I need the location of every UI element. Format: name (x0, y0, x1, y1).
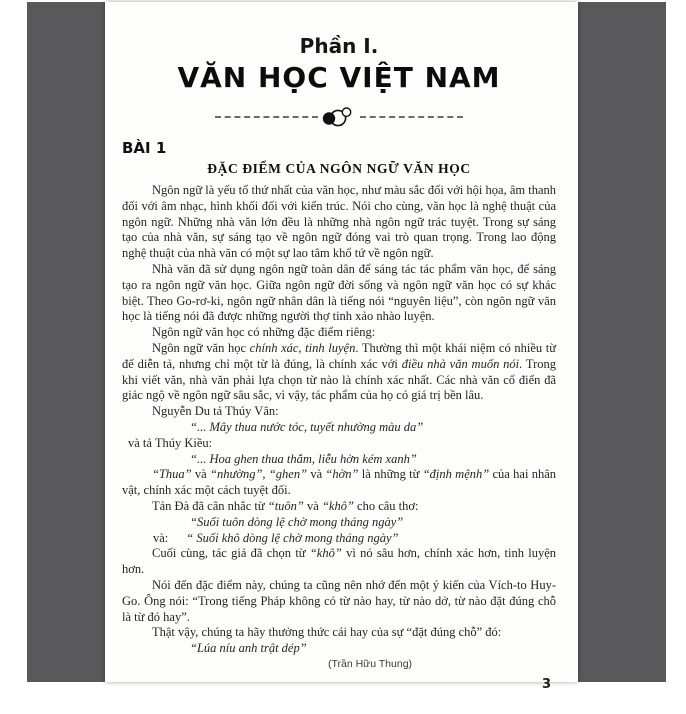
scan-background (27, 2, 666, 692)
paragraph-tan-da: Tản Đà đã cân nhắc từ “tuôn” và “khô” cho câu thơ: (152, 498, 419, 513)
divider-dash-right (360, 116, 463, 118)
poem-line-thuy-kieu: “... Hoa ghen thua thắm, liễu hờn kém xanh” (190, 451, 417, 466)
part-title: VĂN HỌC VIỆT NAM (177, 61, 501, 94)
attribution: (Trần Hữu Thung) (327, 657, 413, 670)
poem-line-suoi-tuon: “Suối tuôn dòng lệ chờ mong tháng ngày” (190, 514, 404, 529)
page-number: 3 (541, 677, 551, 692)
paragraph-placement: Thật vậy, chúng ta hãy thưởng thức cái hay của sự “đặt đúng chỗ” đó: (152, 625, 502, 640)
page-content (105, 34, 578, 714)
paragraph-victor-hugo: Nói đến đặc điểm này, chúng ta cũng nên nhớ đến một ý kiến của Vích-to Huy-Go. Ông nói: “Trong tiếng Pháp không có từ nào hay, từ nào dở, từ nào đặt đúng chỗ là từ đó hay”. (122, 577, 556, 624)
paragraph-writer-language: Nhà văn đã sử dụng ngôn ngữ toàn dân để sáng tác tác phẩm văn học, để sáng tạo ra ngôn ngữ văn học. Giữa ngôn ngữ đời sống và ngôn ngữ văn học có sự khác biệt. Theo Go-rơ-ki, ngôn ngữ nhân dân là tiếng nói “nguyên liệu”, còn ngôn ngữ văn học là tiếng nói đã được những người thợ tinh xảo nhào luyện. (122, 261, 556, 324)
paragraph-destiny-words: “Thua” và “nhường”, “ghen” và “hờn” là những từ “định mệnh” của hai nhân vật, chính xác một cách tuyệt đối. (122, 467, 557, 498)
body-text (122, 183, 556, 673)
poem-line-lua-niu: “Lúa níu anh trật dép” (190, 641, 307, 656)
book-page (105, 2, 578, 692)
lesson-title: ĐẶC ĐIỂM CỦA NGÔN NGỮ VĂN HỌC (207, 161, 471, 176)
paragraph-precision: Ngôn ngữ văn học chính xác, tinh luyện. Thường thì một khái niệm có nhiều từ để diễn tả, nhưng chỉ một từ là đúng, là chính xác với điều nhà văn muốn nói. Trong khi viết văn, nhà văn phải lựa chọn từ nào là chính xác nhất. Các nhà văn cổ điển đã giác ngộ về ngôn ngữ sâu sắc, vì vậy, tác phẩm của họ có giá trị bền lâu. (122, 340, 556, 403)
paragraph-thuy-kieu-intro: và tả Thúy Kiều: (128, 435, 213, 450)
circles-ornament-icon (319, 106, 359, 128)
paragraph-final-choice: Cuối cùng, tác giả đã chọn từ “khô” vì nó sâu hơn, chính xác hơn, tinh luyện hơn. (122, 546, 556, 577)
lesson-label: BÀI 1 (122, 139, 167, 157)
poem-line-suoi-kho: và: “ Suối khô dòng lệ chờ mong tháng ngày” (153, 530, 399, 545)
poem-line-thuy-van: “... Mây thua nước tóc, tuyết nhường màu da” (190, 419, 424, 434)
paragraph-features-intro: Ngôn ngữ văn học có những đặc điểm riêng: (152, 325, 376, 340)
paragraph-language-first-element: Ngôn ngữ là yếu tố thứ nhất của văn học, như màu sắc đối với hội họa, âm thanh đối với âm nhạc, hình khối đối với kiến trúc. Nói cho cùng, văn học là nghệ thuật của ngôn ngữ. Những nhà văn lớn đều là những nhà ngôn ngữ trác tuyệt. Trong sự sáng tạo của nhà văn, sự sáng tạo về ngôn ngữ đóng vai trò quan trọng. Trong lao động nghệ thuật của nhà văn có một sự lao tâm khổ tứ về ngôn ngữ. (122, 183, 556, 261)
divider-dash-left (215, 116, 318, 118)
paragraph-nguyen-du: Nguyễn Du tả Thúy Vân: (152, 404, 279, 419)
va-label: và: (153, 530, 169, 545)
section-divider (215, 106, 463, 128)
part-label: Phần I. (299, 34, 379, 58)
